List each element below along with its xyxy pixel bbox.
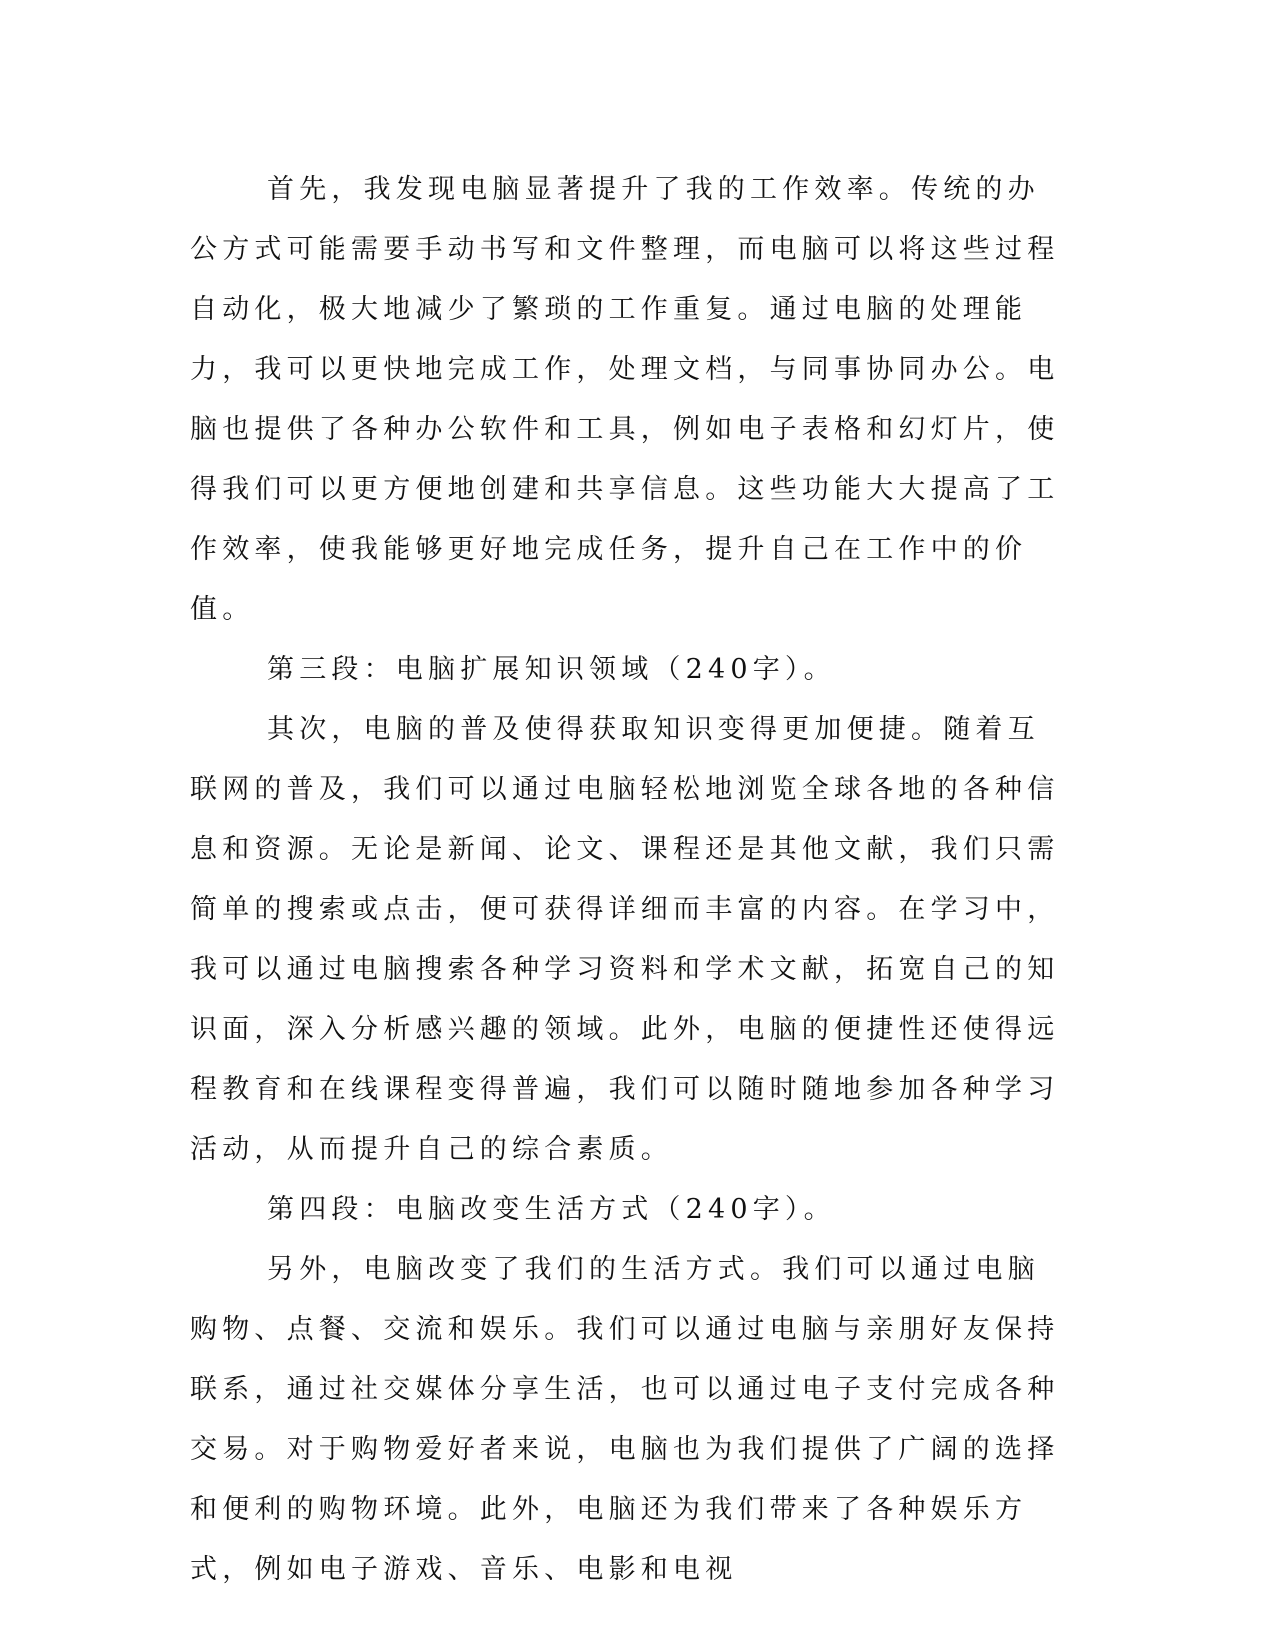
section-heading-4: 第四段：电脑改变生活方式（240字）。 [267, 1194, 836, 1225]
document-body [190, 160, 1060, 1600]
paragraph-lifestyle: 另外，电脑改变了我们的生活方式。我们可以通过电脑购物、点餐、交流和娱乐。我们可以通过电脑与亲朋好友保持联系，通过社交媒体分享生活，也可以通过电子支付完成各种交易。对于购物爱好者来说，电脑也为我们提供了广阔的选择和便利的购物环境。此外，电脑还为我们带来了各种娱乐方式，例如电子游戏、音乐、电影和电视 [190, 1254, 1060, 1585]
paragraph-knowledge: 其次，电脑的普及使得获取知识变得更加便捷。随着互联网的普及，我们可以通过电脑轻松地浏览全球各地的各种信息和资源。无论是新闻、论文、课程还是其他文献，我们只需简单的搜索或点击，便可获得详细而丰富的内容。在学习中，我可以通过电脑搜索各种学习资料和学术文献，拓宽自己的知识面，深入分析感兴趣的领域。此外，电脑的便捷性还使得远程教育和在线课程变得普遍，我们可以随时随地参加各种学习活动，从而提升自己的综合素质。 [190, 714, 1060, 1165]
section-heading-3: 第三段：电脑扩展知识领域（240字）。 [267, 654, 836, 685]
paragraph-work-efficiency: 首先，我发现电脑显著提升了我的工作效率。传统的办公方式可能需要手动书写和文件整理，而电脑可以将这些过程自动化，极大地减少了繁琐的工作重复。通过电脑的处理能力，我可以更快地完成工作，处理文档，与同事协同办公。电脑也提供了各种办公软件和工具，例如电子表格和幻灯片，使得我们可以更方便地创建和共享信息。这些功能大大提高了工作效率，使我能够更好地完成任务，提升自己在工作中的价值。 [190, 174, 1060, 625]
